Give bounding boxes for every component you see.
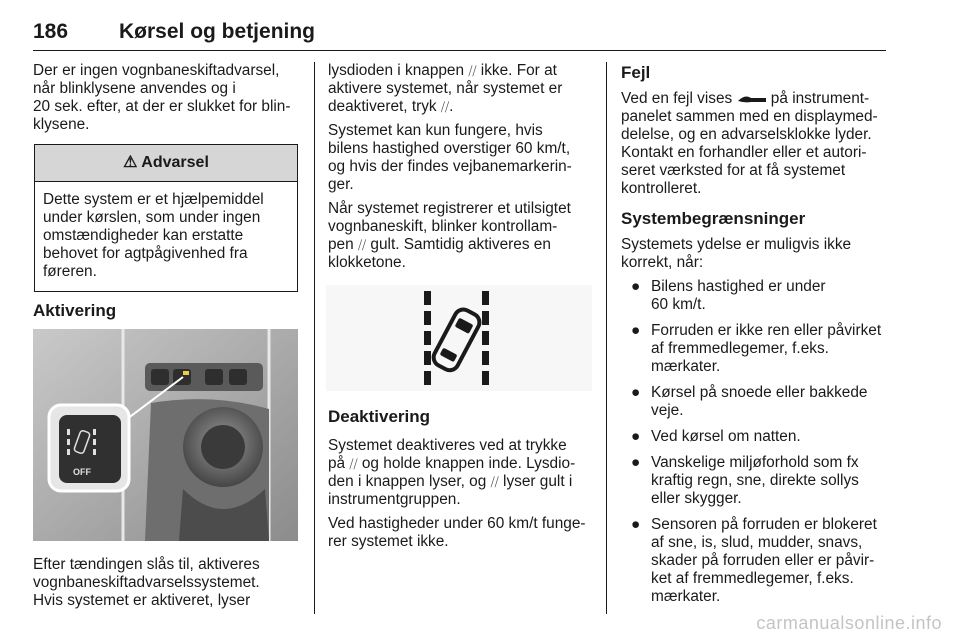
- list-item: ● Kørsel på snoede eller bakkede veje.: [631, 384, 868, 419]
- paragraph: Ved en fejl vises på instrument- panelet sammen med en displaymed- delelse, og en advarselsklokke lyder. Kontakt en forhandler eller et autori- seret værksted for at få systemet kontrolleret.: [621, 90, 878, 197]
- section-heading-fejl: Fejl: [621, 63, 651, 82]
- column-1: [33, 62, 303, 134]
- lane-departure-icon: ⧸⧸: [490, 475, 499, 489]
- paragraph: Systemet kan kun fungere, hvis bilens hastighed overstiger 60 km/t, og hvis der findes vejbanemarkerin- ger.: [328, 122, 572, 193]
- lane-departure-icon: ⧸⧸: [357, 238, 367, 252]
- section-heading-aktivering: Aktivering: [33, 301, 117, 320]
- list-item: ● Vanskelige miljøforhold som fx kraftig regn, sne, direkte sollys eller skygger.: [631, 454, 859, 507]
- column-2: [328, 62, 598, 272]
- lane-departure-icon: ⧸⧸: [468, 64, 477, 78]
- warning-title: Advarsel: [141, 154, 209, 171]
- paragraph: Systemets ydelse er muligvis ikke korrekt, når:: [621, 236, 852, 271]
- warning-text: Dette system er et hjælpemiddel under kørslen, som under ingen omstændigheder kan erstatte behovet for agtpågivenhed fra føreren.: [43, 191, 264, 280]
- section-heading-systembegraensninger: Systembegrænsninger: [621, 209, 806, 228]
- page-header: [33, 14, 886, 51]
- column-divider: [606, 62, 607, 614]
- page-number: 186: [33, 20, 69, 43]
- list-item: ● Bilens hastighed er under 60 km/t.: [631, 278, 826, 313]
- fault-symbol-icon: [737, 92, 767, 104]
- watermark: carmanualsonline.info: [756, 613, 942, 633]
- warning-header: [35, 145, 297, 182]
- lane-departure-icon: ⧸⧸: [349, 457, 358, 471]
- column-3: [621, 62, 891, 614]
- lane-departure-symbol: [326, 285, 592, 391]
- list-item: ● Forruden er ikke ren eller påvirket af fremmedlegemer, f.eks. mærkater.: [631, 322, 882, 375]
- paragraph: lysdioden i knappen ⧸⧸ ikke. For at aktivere systemet, når systemet er deaktiveret, tryk ⧸⧸.: [328, 62, 563, 115]
- paragraph: Ved hastigheder under 60 km/t funge- rer systemet ikke.: [328, 515, 586, 550]
- aktivering-paragraph: Efter tændingen slås til, aktiveres vognbaneskiftadvarselssystemet. Hvis systemet er aktiveret, lyser: [33, 556, 260, 609]
- list-item: ● Sensoren på forruden er blokeret af sne, is, slud, mudder, snavs, skader på forruden eller er påvir- ket af fremmedlegemer, f.eks. mærkater.: [631, 516, 877, 605]
- limitations-list: [621, 278, 891, 606]
- warning-box: [34, 144, 298, 292]
- warning-triangle-icon: ⚠: [123, 154, 138, 171]
- center-console-photo: [33, 329, 298, 541]
- lane-departure-icon: ⧸⧸: [440, 100, 450, 114]
- off-button-label: OFF: [73, 467, 91, 477]
- list-item: ● Ved kørsel om natten.: [631, 428, 801, 445]
- paragraph: Når systemet registrerer et utilsigtet vognbaneskift, blinker kontrollam- pen ⧸⧸ gult. Samtidig aktiveres en klokketone.: [328, 200, 571, 271]
- section-heading-deaktivering: Deaktivering: [328, 407, 431, 426]
- intro-paragraph: Der er ingen vognbaneskiftadvarsel, når blinklysene anvendes og i 20 sek. efter, at der er slukket for blin- klysene.: [33, 62, 291, 133]
- page-title: Kørsel og betjening: [119, 20, 316, 43]
- column-divider: [314, 62, 315, 614]
- deaktivering-text: [328, 437, 598, 551]
- paragraph: Systemet deaktiveres ved at trykke på ⧸⧸ og holde knappen inde. Lysdio- den i knappen lyser, og ⧸⧸ lyser gult i instrumentgruppen.: [328, 437, 576, 508]
